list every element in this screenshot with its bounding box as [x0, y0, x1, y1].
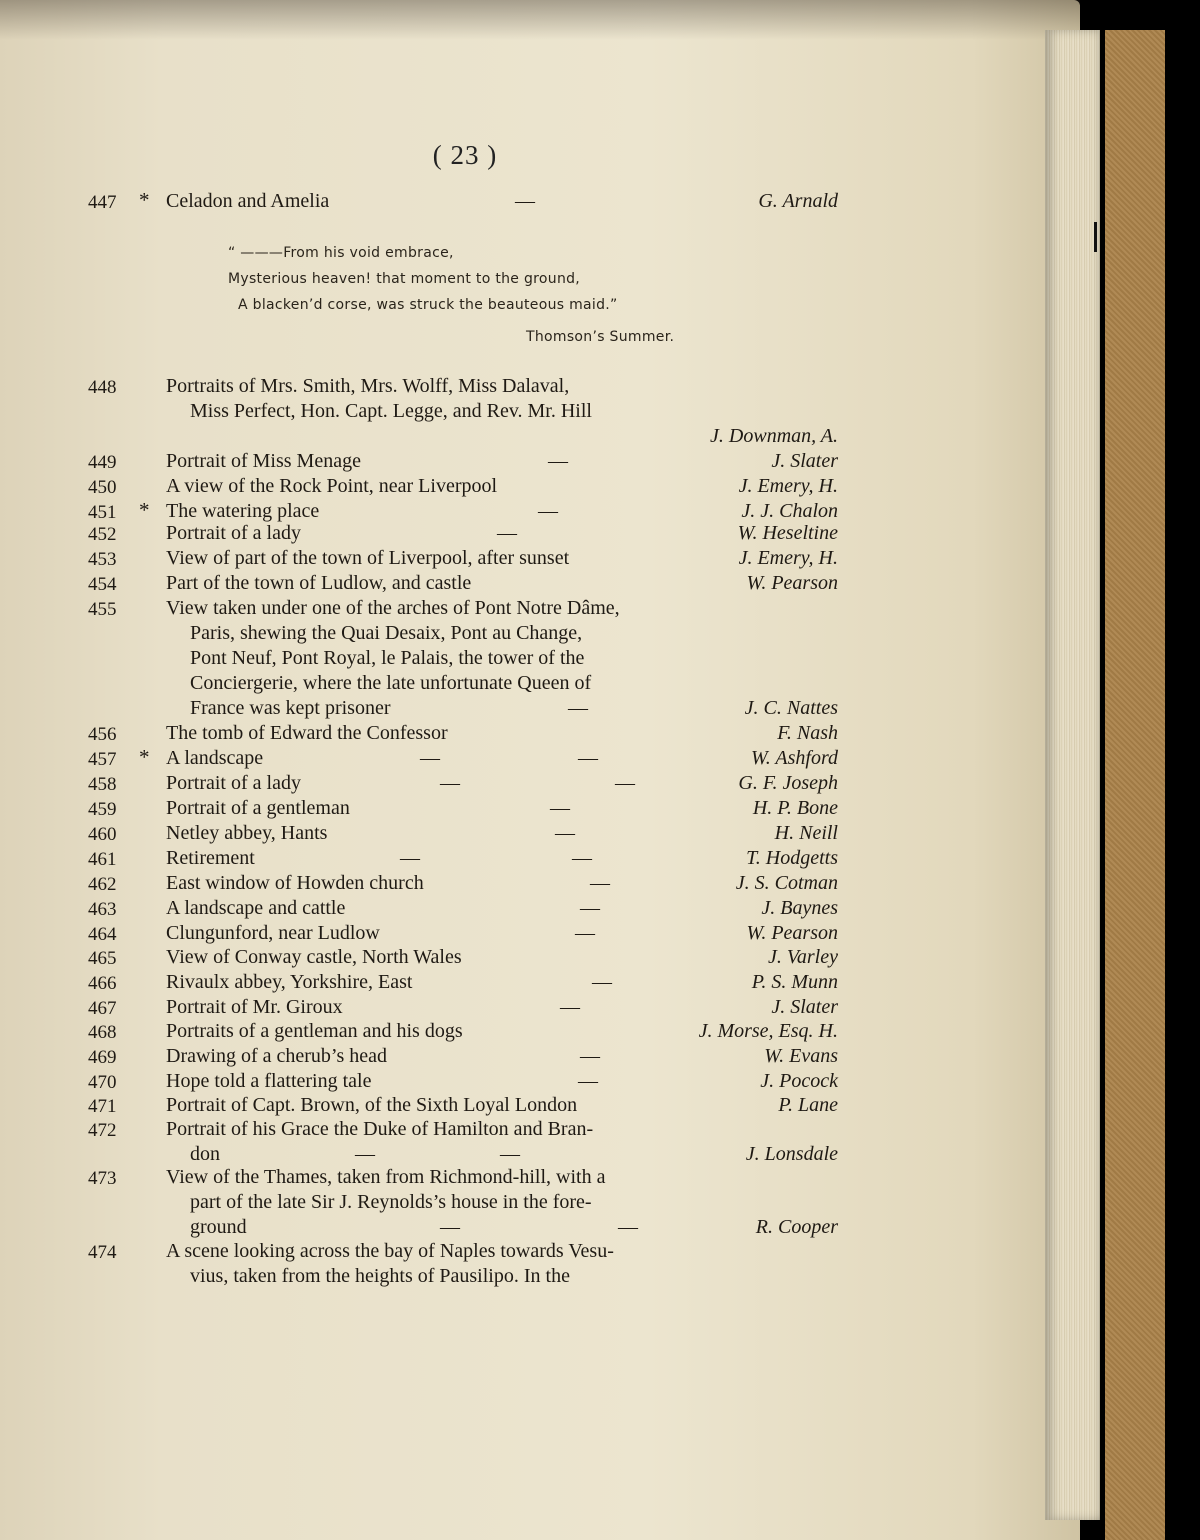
entry-number: 468 — [88, 1022, 117, 1043]
entry-title-line: Portrait of a gentleman — [166, 797, 350, 819]
entry-title-line: Portrait of a lady — [166, 772, 301, 794]
entry-number: 470 — [88, 1072, 117, 1093]
entry-title-line: A landscape and cattle — [166, 897, 346, 919]
entry-number: 453 — [88, 549, 117, 570]
entry-dash: — — [497, 522, 517, 544]
entry-dash: — — [550, 797, 570, 819]
entry-asterisk: * — [139, 498, 150, 522]
entry-title-line: Retirement — [166, 847, 255, 869]
entry-dash: — — [420, 747, 440, 769]
entry-title-line: ground — [190, 1216, 247, 1238]
entry-number: 448 — [88, 377, 117, 398]
entry-artist: J. Emery, H. — [738, 547, 838, 569]
entry-title-line: View of part of the town of Liverpool, after sunset — [166, 547, 570, 569]
entry-title-line: The watering place — [166, 500, 320, 522]
entry-title-line: don — [190, 1143, 220, 1165]
entry-number: 454 — [88, 574, 117, 595]
entry-title-line: Celadon and Amelia — [166, 190, 330, 212]
entry-number: 455 — [88, 599, 117, 620]
entry-title-line: The tomb of Edward the Confessor — [166, 722, 448, 744]
page-edge-mark — [1094, 222, 1097, 252]
entry-number: 465 — [88, 948, 117, 969]
entry-dash: — — [555, 822, 575, 844]
entry-artist: J. J. Chalon — [741, 500, 838, 522]
page-top-shadow — [0, 0, 1080, 40]
entry-artist: J. C. Nattes — [744, 697, 838, 719]
quote-line-3: A blacken’d corse, was struck the beauteous maid.” — [238, 297, 618, 313]
entry-dash: — — [590, 872, 610, 894]
entry-title-line: Portrait of Mr. Giroux — [166, 996, 343, 1018]
entry-number: 452 — [88, 524, 117, 545]
entry-title-line: A landscape — [166, 747, 264, 769]
entry-dash: — — [440, 772, 460, 794]
entry-number: 466 — [88, 973, 117, 994]
entry-number: 457 — [88, 749, 117, 770]
entry-dash: — — [615, 772, 635, 794]
entry-title-line: France was kept prisoner — [190, 697, 391, 719]
entry-dash: — — [548, 450, 568, 472]
entry-number: 460 — [88, 824, 117, 845]
entry-title-line: A view of the Rock Point, near Liverpool — [166, 475, 498, 497]
entry-title-line: Portrait of his Grace the Duke of Hamilton and Bran- — [166, 1118, 594, 1140]
entry-dash: — — [580, 897, 600, 919]
entry-artist: J. S. Cotman — [735, 872, 838, 894]
entry-dash: — — [500, 1143, 520, 1165]
entry-number: 449 — [88, 452, 117, 473]
entry-artist: J. Morse, Esq. H. — [698, 1020, 838, 1042]
entry-title-line: Part of the town of Ludlow, and castle — [166, 572, 472, 594]
entry-artist: W. Heseltine — [737, 522, 838, 544]
entry-artist: J. Varley — [768, 946, 838, 968]
entry-title-line: part of the late Sir J. Reynolds’s house in the fore- — [190, 1191, 592, 1213]
entry-dash: — — [568, 697, 588, 719]
entry-title-line: East window of Howden church — [166, 872, 424, 894]
entry-artist: H. P. Bone — [752, 797, 838, 819]
entry-artist: J. Downman, A. — [710, 425, 838, 447]
entry-dash: — — [578, 747, 598, 769]
entry-number: 471 — [88, 1096, 117, 1117]
entry-dash: — — [592, 971, 612, 993]
entry-number: 458 — [88, 774, 117, 795]
entry-title-line: Netley abbey, Hants — [166, 822, 328, 844]
entry-number: 461 — [88, 849, 117, 870]
entry-title-line: View of Conway castle, North Wales — [166, 946, 462, 968]
entry-number: 450 — [88, 477, 117, 498]
entry-title-line: Conciergerie, where the late unfortunate Queen of — [190, 672, 592, 694]
entry-dash: — — [580, 1045, 600, 1067]
entry-title-line: Drawing of a cherub’s head — [166, 1045, 388, 1067]
entry-title-line: Pont Neuf, Pont Royal, le Palais, the tower of the — [190, 647, 585, 669]
entry-dash: — — [515, 190, 535, 212]
entry-number: 472 — [88, 1120, 117, 1141]
entry-artist: W. Ashford — [750, 747, 838, 769]
quote-line-2: Mysterious heaven! that moment to the ground, — [228, 271, 581, 287]
entry-artist: J. Lonsdale — [745, 1143, 838, 1165]
quote-line-1: “ ———From his void embrace, — [228, 245, 454, 261]
entry-title-line: vius, taken from the heights of Pausilipo. In the — [190, 1265, 570, 1287]
entry-artist: J. Emery, H. — [738, 475, 838, 497]
entry-title-line: Portrait of Capt. Brown, of the Sixth Loyal London — [166, 1094, 578, 1116]
entry-artist: T. Hodgetts — [746, 847, 838, 869]
entry-title-line: Clungunford, near Ludlow — [166, 922, 380, 944]
entry-artist: W. Evans — [764, 1045, 838, 1067]
entry-artist: P. S. Munn — [751, 971, 838, 993]
entry-asterisk: * — [139, 188, 150, 212]
entry-title-line: Rivaulx abbey, Yorkshire, East — [166, 971, 413, 993]
entry-number: 474 — [88, 1242, 117, 1263]
entry-artist: G. Arnald — [758, 190, 838, 212]
entry-dash: — — [575, 922, 595, 944]
entry-artist: P. Lane — [778, 1094, 838, 1116]
entry-asterisk: * — [139, 745, 150, 769]
entry-title-line: Paris, shewing the Quai Desaix, Pont au Change, — [190, 622, 583, 644]
entry-number: 447 — [88, 192, 117, 213]
entry-number: 463 — [88, 899, 117, 920]
entry-number: 451 — [88, 502, 117, 523]
entry-title-line: A scene looking across the bay of Naples towards Vesu- — [166, 1240, 614, 1262]
entry-dash: — — [572, 847, 592, 869]
entry-dash: — — [355, 1143, 375, 1165]
entry-artist: R. Cooper — [755, 1216, 838, 1238]
entry-dash: — — [560, 996, 580, 1018]
entry-artist: F. Nash — [777, 722, 838, 744]
entry-title-line: Portraits of a gentleman and his dogs — [166, 1020, 463, 1042]
entry-dash: — — [400, 847, 420, 869]
entry-title-line: Portraits of Mrs. Smith, Mrs. Wolff, Miss Dalaval, — [166, 375, 570, 397]
entry-number: 462 — [88, 874, 117, 895]
book-cover-board — [1105, 30, 1165, 1540]
entry-dash: — — [440, 1216, 460, 1238]
entry-number: 464 — [88, 924, 117, 945]
page-number: ( 23 ) — [432, 140, 498, 170]
entry-number: 473 — [88, 1168, 117, 1189]
entry-title-line: Hope told a flattering tale — [166, 1070, 372, 1092]
entry-title-line: View of the Thames, taken from Richmond-hill, with a — [166, 1166, 606, 1188]
entry-dash: — — [538, 500, 558, 522]
entry-title-line: Miss Perfect, Hon. Capt. Legge, and Rev. Mr. Hill — [190, 400, 592, 422]
entry-artist: J. Slater — [771, 996, 838, 1018]
entry-dash: — — [578, 1070, 598, 1092]
entry-artist: W. Pearson — [746, 922, 838, 944]
entry-dash: — — [618, 1216, 638, 1238]
entry-artist: J. Slater — [771, 450, 838, 472]
entry-title-line: Portrait of a lady — [166, 522, 301, 544]
entry-number: 469 — [88, 1047, 117, 1068]
entry-artist: W. Pearson — [746, 572, 838, 594]
entry-number: 467 — [88, 998, 117, 1019]
entry-title-line: View taken under one of the arches of Pont Notre Dâme, — [166, 597, 620, 619]
entry-number: 456 — [88, 724, 117, 745]
entry-artist: G. F. Joseph — [738, 772, 838, 794]
entry-number: 459 — [88, 799, 117, 820]
entry-title-line: Portrait of Miss Menage — [166, 450, 361, 472]
quote-source: Thomson’s Summer. — [526, 329, 675, 345]
entry-artist: H. Neill — [774, 822, 838, 844]
entry-artist: J. Baynes — [761, 897, 838, 919]
entry-artist: J. Pocock — [760, 1070, 838, 1092]
